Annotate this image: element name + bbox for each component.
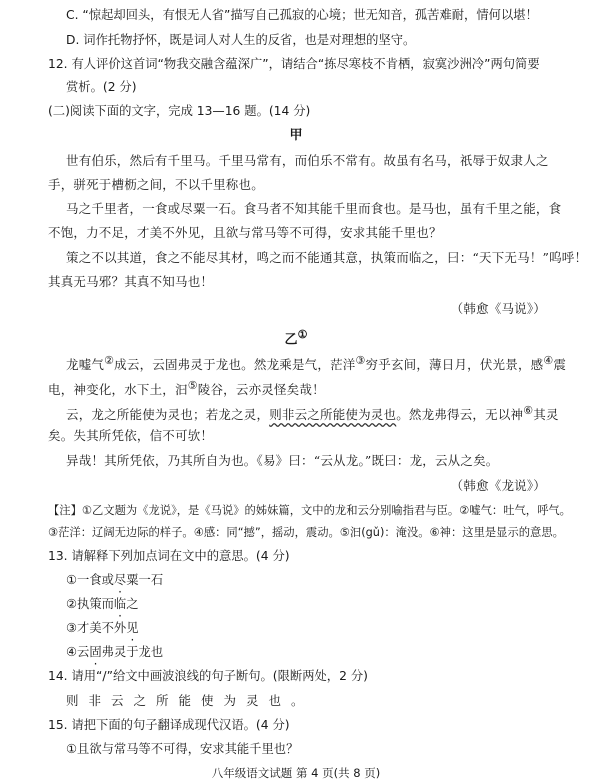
passage-b-source: （韩愈《龙说》） bbox=[450, 478, 546, 493]
passage-b-p2-line1 bbox=[66, 402, 592, 424]
q13-item-4-post: 弗灵于龙也 bbox=[101, 645, 164, 659]
p1-seg-d: 震 bbox=[553, 357, 567, 373]
question-14-sentence: 则非云之所能使为灵也。 bbox=[66, 693, 314, 708]
passage-a-p2-line2: 不饱，力不足，才美不外见，且欲与常马等不可得，安求其能千里也？ bbox=[48, 225, 442, 240]
p1-seg-c: 穷乎玄间，薄日月，伏光景，感 bbox=[365, 357, 544, 373]
note-ref-3: ③ bbox=[355, 354, 366, 367]
q13-item-2-pre: ②执策而 bbox=[66, 597, 114, 611]
note-ref-2: ② bbox=[104, 354, 115, 367]
q13-item-2-post: 之 bbox=[126, 597, 139, 611]
passage-a-p3-line1: 策之不以其道，食之不能尽其材，鸣之而不能通其意，执策而临之，曰：“天下无马！”呜呼！ bbox=[66, 250, 588, 265]
q13-item-3 bbox=[66, 619, 592, 637]
passage-b-p1-line2 bbox=[48, 377, 592, 399]
q13-item-2 bbox=[66, 595, 592, 613]
question-15-item1: ①且欲与常马等不可得，安求其能千里也？ bbox=[66, 742, 299, 756]
p1-seg-a: 龙嘘气 bbox=[66, 357, 105, 373]
passage-a-source: （韩愈《马说》） bbox=[450, 301, 546, 316]
passage-b-title-note: ① bbox=[297, 328, 308, 341]
q13-item-4-pre: ④云 bbox=[66, 645, 90, 659]
q13-item-1-dotted-word: 尽 bbox=[113, 573, 127, 587]
question-14-stem: 14. 请用“/”给文中画波浪线的句子断句。(限断两处，2 分) bbox=[48, 669, 368, 683]
question-12-line1: 12. 有人评价这首词“物我交融含蕴深广”，请结合“拣尽寒枝不肯栖，寂寞沙洲冷”两句简要 bbox=[48, 57, 540, 71]
option-d: D. 词作托物抒怀，既是词人对人生的反省，也是对理想的坚守。 bbox=[66, 33, 416, 47]
passage-b-p3: 异哉！其所凭依，乃其所自为也。《易》曰：“云从龙。”既曰：龙，云从之矣。 bbox=[66, 453, 499, 468]
q13-item-1-pre: ①一食或 bbox=[66, 573, 114, 587]
p1l2-seg-a: 电，神变化，水下土，汩 bbox=[48, 382, 188, 398]
notes-line1: 【注】①乙文题为《龙说》，是《马说》的姊妹篇，文中的龙和云分别喻指君与臣。②嘘气：吐气，呼气。 bbox=[48, 504, 571, 517]
page-footer: 八年级语文试题 第 4 页(共 8 页) bbox=[211, 766, 381, 780]
q13-item-2-dotted-word: 临 bbox=[113, 597, 127, 611]
q13-item-3-dotted-word: 见 bbox=[126, 621, 139, 635]
question-13-stem: 13. 请解释下列加点词在文中的意思。(4 分) bbox=[48, 549, 290, 563]
passage-b-p2-line2: 矣。失其所凭依，信不可欤！ bbox=[48, 428, 214, 443]
question-15-stem: 15. 请把下面的句子翻译成现代汉语。(4 分) bbox=[48, 718, 290, 732]
question-12-line2: 赏析。(2 分) bbox=[66, 80, 137, 94]
q13-item-4 bbox=[66, 643, 592, 661]
q13-item-1 bbox=[66, 571, 592, 589]
wavy-underlined-sentence: 则非云之所能使为灵也 bbox=[269, 407, 397, 423]
passage-a-p2-line1: 马之千里者，一食或尽粟一石。食马者不知其能千里而食也。是马也，虽有千里之能，食 bbox=[66, 201, 562, 216]
passage-a-title: 甲 bbox=[289, 128, 303, 143]
passage-a-p1-line2: 手，骈死于槽枥之间，不以千里称也。 bbox=[48, 177, 264, 192]
note-ref-6: ⑥ bbox=[523, 404, 534, 417]
note-ref-5: ⑤ bbox=[187, 379, 198, 392]
passage-a-p1-line1: 世有伯乐，然后有千里马。千里马常有，而伯乐不常有。故虽有名马，祇辱于奴隶人之 bbox=[66, 153, 549, 168]
q13-item-4-dotted-word: 固 bbox=[89, 645, 102, 659]
p1l2-seg-b: 陵谷，云亦灵怪矣哉！ bbox=[197, 382, 325, 398]
notes-line2: ③茫洋：辽阔无边际的样子。④感：同“撼”，摇动，震动。⑤汩(gǔ)：淹没。⑥神：这里是显示的意思。 bbox=[48, 526, 564, 539]
passage-a-p3-line2: 其真无马邪？其真不知马也！ bbox=[48, 274, 214, 289]
section-heading: (二)阅读下面的文字，完成 13—16 题。(14 分) bbox=[48, 104, 311, 118]
option-c: C. “惊起却回头，有恨无人省”描写自己孤寂的心境；世无知音，孤苦难耐，情何以堪！ bbox=[66, 8, 538, 22]
passage-b-title bbox=[0, 326, 592, 349]
p1-seg-b: 成云，云固弗灵于龙也。然龙乘是气，茫洋 bbox=[114, 357, 356, 373]
passage-b-title-text: 乙 bbox=[284, 332, 298, 348]
p2-seg-b: 。然龙弗得云，无以神 bbox=[396, 407, 524, 423]
p2-seg-a: 云，龙之所能使为灵也；若龙之灵， bbox=[66, 407, 270, 423]
note-ref-4: ④ bbox=[543, 354, 554, 367]
p2-seg-c: 其灵 bbox=[533, 407, 559, 423]
q13-item-3-pre: ③才美不外 bbox=[66, 621, 127, 635]
passage-b-p1-line1 bbox=[66, 352, 592, 374]
q13-item-1-post: 粟一石 bbox=[126, 573, 164, 587]
